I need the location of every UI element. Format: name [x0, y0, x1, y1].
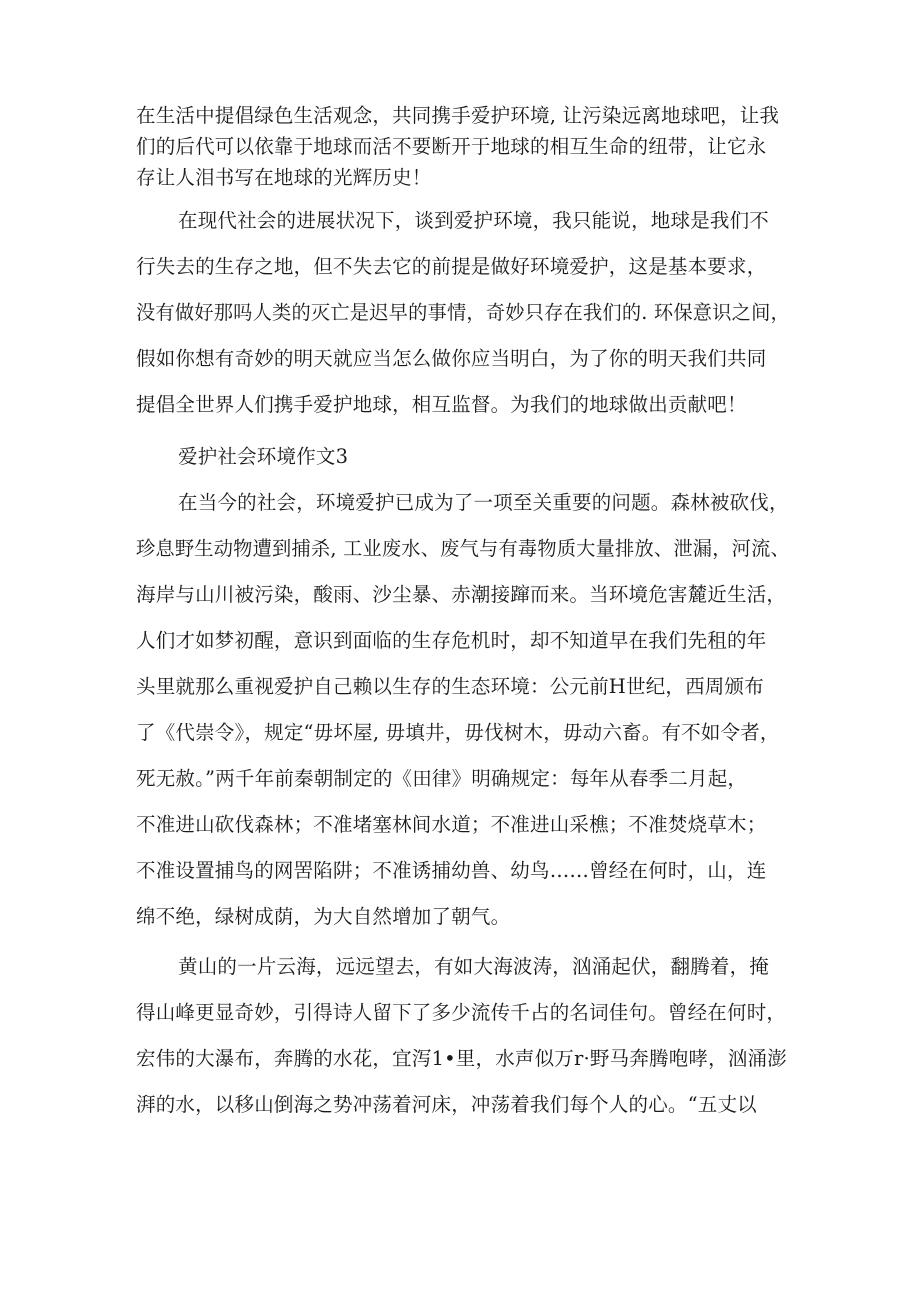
text-line: 海岸与山川被污染，酸雨、沙尘暴、赤潮接蹿而来。当环境危害麓近生活，: [136, 583, 787, 606]
text-line: 人们才如梦初醒，意识到面临的生存危机时，却不知道早在我们先租的年: [136, 629, 767, 652]
text-line: 在现代社会的进展状况下，谈到爱护环境，我只能说，地球是我们不: [178, 209, 770, 232]
text-line: 珍息野生动物遭到捕杀, 工业废水、废气与有毒物质大量排放、泄漏，河流、: [136, 537, 790, 560]
text-line: 在生活中提倡绿色生活观念，共同携手爱护环境, 让污染远离地球吧，让我: [136, 104, 780, 127]
text-line: 黄山的一片云海，远远望去，有如大海波涛，汹涌起伏，翻腾着，掩: [178, 955, 770, 978]
text-line: 没有做好那吗人类的灭亡是迟早的事情，奇妙只存在我们的. 环保意识之间，: [136, 301, 790, 324]
text-line: 得山峰更显奇妙，引得诗人留下了多少流传千占的名词佳句。曾经在何时，: [136, 1001, 787, 1024]
text-line: 死无赦。”两千年前秦朝制定的《田律》明确规定：每年从春季二月起，: [136, 767, 748, 790]
text-line: 行失去的生存之地，但不失去它的前提是做好环境爱护，这是基本要求，: [136, 255, 767, 278]
section-heading: 爱护社会环境作文3: [178, 445, 349, 468]
text-line: 了《代崇令》，规定“毋坏屋, 毋填井，毋伐树木，毋动六畜。有不如令者，: [136, 721, 780, 744]
text-line: 们的后代可以依靠于地球而活不要断开于地球的相互生命的纽带，让它永: [136, 135, 767, 158]
text-line: 绵不绝，绿树成荫，为大自然增加了朝气。: [136, 905, 511, 928]
text-line: 不准进山砍伐森林；不准堵塞林间水道；不准进山采樵；不准焚烧草木；: [136, 813, 767, 836]
text-line: 不准设置捕鸟的网罟陷阱；不准诱捕幼兽、幼鸟……曾经在何时，山，连: [136, 859, 767, 882]
text-line: 假如你想有奇妙的明天就应当怎么做你应当明白，为了你的明天我们共同: [136, 347, 767, 370]
text-line: 存让人泪书写在地球的光辉历史！: [136, 166, 432, 189]
text-line: 湃的水，以移山倒海之势冲荡着河床，冲荡着我们每个人的心。“五丈以: [136, 1093, 757, 1116]
text-line: 头里就那么重视爱护自己赖以生存的生态环境：公元前H世纪，西周颁布: [136, 675, 764, 698]
text-line: 提倡全世界人们携手爱护地球，相互监督。为我们的地球做出贡献吧！: [136, 393, 747, 416]
text-line: 在当今的社会，环境爱护已成为了一项至关重要的问题。森林被砍伐，: [178, 491, 789, 514]
text-line: 宏伟的大瀑布，奔腾的水花，宜泻1•里，水声似万r·野马奔腾咆哮，汹涌澎: [136, 1047, 787, 1070]
